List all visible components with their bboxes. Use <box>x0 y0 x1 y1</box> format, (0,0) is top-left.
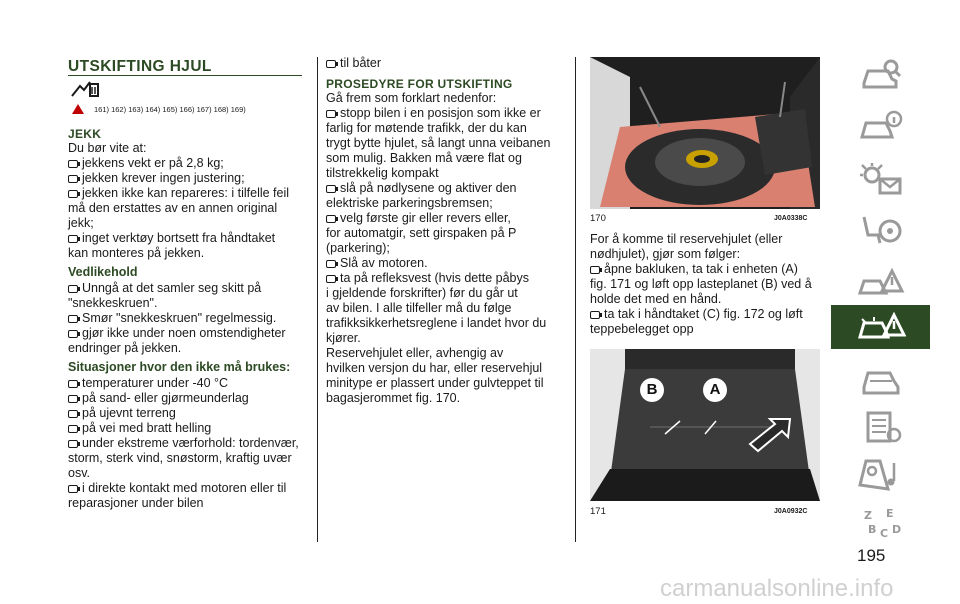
car-search-icon <box>856 57 906 93</box>
sidebar-item-car-info[interactable] <box>831 105 930 149</box>
procedure-list <box>326 106 571 346</box>
list-item <box>68 376 308 391</box>
sidebar-item-car-service[interactable] <box>831 357 930 401</box>
map-music-icon <box>856 457 906 493</box>
column-divider-1 <box>317 57 318 542</box>
list-item-line: jekken ikke kan repareres: i tilfelle feil <box>68 186 308 201</box>
car-warning-icon <box>856 309 906 345</box>
bullet-icon <box>68 190 78 198</box>
bullet-icon <box>68 175 78 183</box>
list-item-line: velg første gir eller revers eller, <box>326 211 571 226</box>
access-intro <box>590 232 822 262</box>
seat-steering-icon <box>856 213 906 249</box>
svg-text:C: C <box>879 527 888 540</box>
list-item <box>326 106 571 181</box>
bullet-icon <box>326 185 336 193</box>
warning-refs-text: 161) 162) 163) 164) 165) 166) 167) 168) 169) <box>94 104 246 114</box>
access-list <box>590 262 822 337</box>
vedlikehold-list <box>68 281 308 356</box>
vedlikehold-heading: Vedlikehold <box>68 265 138 279</box>
list-item <box>68 311 308 326</box>
bullet-icon <box>68 380 78 388</box>
list-item <box>68 391 308 406</box>
sidebar-item-specs[interactable] <box>831 405 930 449</box>
list-item-line: jekkens vekt er på 2,8 kg; <box>68 156 308 171</box>
svg-text:Z: Z <box>863 509 872 522</box>
list-item-line: reparasjoner under bilen <box>68 496 204 510</box>
figure-170-number: 170 <box>590 213 606 224</box>
list-item-line: i direkte kontakt med motoren eller til <box>68 481 308 496</box>
list-item-line: farlig for møtende trafikk, der du kan <box>326 121 527 135</box>
figure-171-image <box>590 349 820 501</box>
tire-jack-icon <box>70 80 100 98</box>
cargo-floor-illustration <box>590 349 820 501</box>
list-item <box>590 307 822 337</box>
list-item-line: Unngå at det samler seg skitt på <box>68 281 308 296</box>
list-item-line: på ujevnt terreng <box>68 406 308 421</box>
bullet-icon <box>590 266 600 274</box>
svg-text:B: B <box>867 523 876 536</box>
list-item <box>68 421 308 436</box>
watermark-footer: carmanualsonline.info <box>660 575 894 602</box>
list-item-line: jekken krever ingen justering; <box>68 171 308 186</box>
list-item <box>68 156 308 171</box>
paragraph-line: For å komme til reservehjulet (eller <box>590 232 783 246</box>
list-item-line: for automatgir, sett girspaken på P <box>326 226 517 240</box>
procedure-paragraph <box>326 346 571 406</box>
list-item-line: kjører. <box>326 331 361 345</box>
list-item <box>590 262 822 307</box>
list-item-line: gjør ikke under noen omstendigheter <box>68 326 308 341</box>
list-item-line: osv. <box>68 466 90 480</box>
list-item-line: på sand- eller gjørmeunderlag <box>68 391 308 406</box>
list-item-line: tilstrekkelig kompakt <box>326 166 439 180</box>
paragraph-line: Reservehjulet eller, avhengig av <box>326 346 504 360</box>
jekk-heading: JEKK <box>68 127 102 141</box>
list-item-line: Slå av motoren. <box>326 256 571 271</box>
light-message-icon <box>856 161 906 197</box>
list-item <box>326 256 571 271</box>
list-item-line: trygt bytte hjulet, så langt unna veibanen <box>326 136 551 150</box>
list-item-line: i gjeldende forskrifter) før du går ut <box>326 286 518 300</box>
list-item-line: under ekstreme værforhold: tordenvær, <box>68 436 308 451</box>
list-item-line: jekk; <box>68 216 94 230</box>
list-item-line: av bilen. I alle tilfeller må du følge <box>326 301 512 315</box>
bullet-icon <box>68 315 78 323</box>
car-service-icon <box>856 361 906 397</box>
sidebar-item-multimedia[interactable] <box>831 453 930 497</box>
bullet-icon <box>68 485 78 493</box>
bullet-icon <box>68 330 78 338</box>
page-title: UTSKIFTING HJUL <box>68 58 212 75</box>
sidebar-item-car-warning[interactable] <box>831 261 930 305</box>
list-item <box>68 326 308 356</box>
situasjoner-list <box>68 376 308 511</box>
figure-171-number: 171 <box>590 506 606 517</box>
list-item-line: temperaturer under -40 °C <box>68 376 308 391</box>
bullet-icon <box>68 285 78 293</box>
paragraph-line: minitype er plassert under gulvteppet til <box>326 376 544 390</box>
paragraph-line: nødhjulet), gjør som følger: <box>590 247 741 261</box>
list-item-line: fig. 171 og løft opp lasteplanet (B) ved å <box>590 277 812 291</box>
sidebar-item-lights-messages[interactable] <box>831 157 930 201</box>
sidebar-item-seat-steering[interactable] <box>831 209 930 253</box>
title-rule <box>68 75 302 76</box>
list-item-line: (parkering); <box>326 241 390 255</box>
list-item <box>68 406 308 421</box>
alphabet-index-icon <box>856 505 906 541</box>
svg-text:E: E <box>885 507 894 520</box>
procedure-intro: Gå frem som forklart nedenfor: <box>326 91 497 105</box>
bullet-icon <box>68 425 78 433</box>
procedure-section <box>326 56 571 406</box>
jekk-intro: Du bør vite at: <box>68 141 147 155</box>
figure-170-image <box>590 57 820 209</box>
list-item <box>326 271 571 346</box>
label-b: B <box>646 381 658 398</box>
list-item-line: må den erstattes av en annen original <box>68 201 278 215</box>
list-item <box>68 481 308 511</box>
bullet-icon <box>326 260 336 268</box>
list-item-line: elektriske parkeringsbremsen; <box>326 196 493 210</box>
page-number: 195 <box>857 546 886 565</box>
bullet-icon <box>68 395 78 403</box>
jekk-section <box>68 127 308 511</box>
procedure-heading: PROSEDYRE FOR UTSKIFTING <box>326 77 513 91</box>
sidebar-item-car-search[interactable] <box>831 53 930 97</box>
list-item <box>68 171 308 186</box>
bullet-icon <box>326 60 336 68</box>
list-item-line: som mulig. Bakken må være flat og <box>326 151 522 165</box>
list-item <box>68 231 308 261</box>
figure-170-code: J0A0338C <box>774 215 808 222</box>
bullet-icon <box>326 275 336 283</box>
jekk-list <box>68 156 308 261</box>
car-info-icon <box>856 109 906 145</box>
paragraph-line: hvilken versjon du har, eller reservehjul <box>326 361 543 375</box>
list-item-line: trafikksikkerhetsreglene i landet hvor du <box>326 316 547 330</box>
list-item <box>68 186 308 231</box>
list-item <box>326 211 571 256</box>
label-a: A <box>709 381 721 398</box>
figure-171-code: J0A0932C <box>774 508 808 515</box>
svg-text:D: D <box>891 523 901 536</box>
car-warning-icon <box>856 265 906 301</box>
list-item-line: på vei med bratt helling <box>68 421 308 436</box>
bullet-icon <box>68 160 78 168</box>
list-item-line: kan monteres på jekken. <box>68 246 205 260</box>
access-section <box>590 232 822 337</box>
list-item-line: "snekkeskruen". <box>68 296 158 310</box>
list-item-line: Smør "snekkeskruen" regelmessig. <box>68 311 308 326</box>
bullet-icon <box>68 235 78 243</box>
list-item-line: teppebelegget opp <box>590 322 694 336</box>
list-item-line: endringer på jekken. <box>68 341 182 355</box>
warning-triangle-icon <box>72 104 84 114</box>
specs-list-icon <box>856 409 906 445</box>
bullet-icon <box>326 215 336 223</box>
list-item-line: storm, sterk vind, snøstorm, kraftig uvær <box>68 451 292 465</box>
list-item-line: åpne bakluken, ta tak i enheten (A) <box>590 262 822 277</box>
bullet-icon <box>590 311 600 319</box>
column-divider-2 <box>575 57 576 542</box>
list-item <box>326 181 571 211</box>
list-item-line: stopp bilen i en posisjon som ikke er <box>326 106 571 121</box>
paragraph-line: bagasjerommet fig. 170. <box>326 391 461 405</box>
first-item: til båter <box>326 56 571 71</box>
list-item-line: slå på nødlysene og aktiver den <box>326 181 571 196</box>
sidebar-item-emergency-active[interactable] <box>831 305 930 349</box>
list-item-line: ta tak i håndtaket (C) fig. 172 og løft <box>590 307 822 322</box>
spare-wheel-illustration <box>590 57 820 209</box>
bullet-icon <box>68 410 78 418</box>
sidebar-item-index[interactable] <box>831 501 930 545</box>
warning-references <box>72 104 246 114</box>
list-item <box>68 436 308 481</box>
list-item-line: inget verktøy bortsett fra håndtaket <box>68 231 308 246</box>
list-item <box>68 281 308 311</box>
bullet-icon <box>68 440 78 448</box>
situasjoner-heading: Situasjoner hvor den ikke må brukes: <box>68 360 291 374</box>
list-item-line: holde det med en hånd. <box>590 292 722 306</box>
bullet-icon <box>326 110 336 118</box>
list-item-line: ta på refleksvest (hvis dette påbys <box>326 271 571 286</box>
